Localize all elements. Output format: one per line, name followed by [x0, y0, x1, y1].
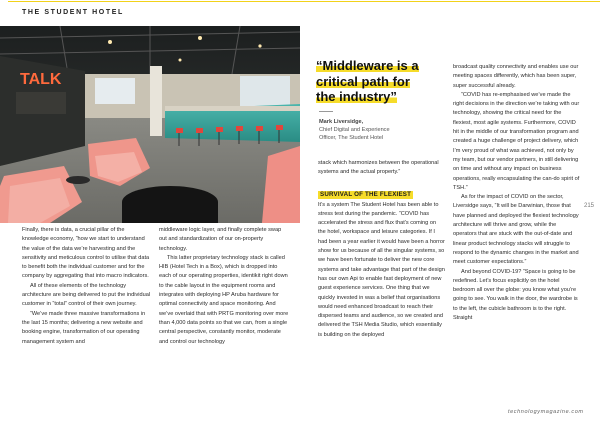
paragraph: “We’ve made three massive transformations in the last 15 months; delivering a new website and booking engine, transformation of our operating management system and	[22, 310, 146, 345]
attribution-title: Officer, The Student Hotel	[319, 135, 384, 141]
page-number: 215	[584, 203, 595, 209]
paragraph: This latter proprietary technology stack is called HIB (Hotel Tech in a Box), which is dropped into each of our operating properties, identikit right down to the cable layout in the equipment rooms and integrates with deploying HP Aruba hardware for optimal connectivity and space monitoring. And we’ve overlaid that with PRTG monitoring over more than 4,000 data points so that we can, from a single central perspective, constantly monitor, moderate and control our technology	[159, 254, 289, 345]
page-header	[0, 0, 600, 22]
attribution-title: Chief Digital and Experience	[319, 127, 390, 133]
quote-attribution	[319, 118, 439, 142]
body-column-1	[22, 226, 152, 347]
header-rule	[8, 1, 600, 2]
paragraph: It’s a system The Student Hotel has been able to stress test during the pandemic. “COVID has accelerated the stress and flux that’s coming on the hotel, workspace and leisure categories. If I had been a year earlier it would have been a horror show for us because of all the singular systems, so we have been fortunate to deliver the new core systems and take advantage that part of the design has our own Api to enable fast deployment of new guest experience services. One thing that we quickly invested in was a belief that organisations would need enhanced broadcast to reach their dispersed teams and audience, so we created and delivered the TSH Media Studio, which essentially is building on the deployed	[318, 201, 445, 338]
footer-url: technologymagazine.com	[508, 409, 584, 415]
body-column-2	[159, 226, 289, 347]
subhead-wrapper	[318, 191, 445, 201]
publication-section-title: THE STUDENT HOTEL	[22, 9, 124, 16]
pull-quote-line: the industry”	[316, 89, 397, 104]
paragraph: broadcast quality connectivity and enables use our meeting spaces differently, which has been super, super successful already.	[453, 64, 579, 89]
pull-quote	[316, 58, 444, 105]
paragraph: “COVID has re-emphasised we’ve made the right decisions in the direction we’re taking with our technology, showing the critical need for the flexiest, most agile systems. Furthermore, COVID hit in the middle of our transformation program and created a huge challenge of project delivery, which I’m very proud of what was achieved, not only by my team, but our vendor partners, in still delivering on time and without any impact on business operations, really encapsulating the can-do spirit of TSH.”	[453, 91, 580, 191]
pull-quote-line: “Middleware is a	[316, 58, 419, 73]
paragraph: As for the impact of COVID on the sector, Liversidge says, “It will be Darwinian, those that have planned and deployed the flexiest technology architecture will thrive and grow, while the operators that are stuck with the out-of-date and linear product technology stacks will struggle to respond to the dynamic changes in the market and meet customer expectations.”	[453, 194, 579, 266]
neon-sign: TALK	[20, 71, 62, 88]
quote-divider	[319, 111, 333, 112]
paragraph: middleware logic layer, and finally complete swap out and standardization of our on-property technology.	[159, 227, 282, 252]
hotel-lounge-photo	[0, 26, 300, 223]
section-subhead: SURVIVAL OF THE FLEXIEST	[320, 190, 412, 198]
paragraph: All of these elements of the technology architecture are being delivered to put the individual customer in “total” control of their own journey.	[22, 282, 151, 308]
paragraph: And beyond COVID-19? “Space is going to be redefined. Let’s focus explicitly on the hotel bedroom all over the globe: you know what you’re going to see. You walk in the door, the wardrobe is to the left, the cubicle bathroom is to the right. Straight	[453, 268, 578, 322]
paragraph: stack which harmonizes between the operational systems and the actual property.”	[318, 160, 439, 176]
paragraph: Finally, there is data, a crucial pillar of the knowledge economy, “how we start to understand the value of the data we’re harvesting and the sensitivity and meticulous control to utilise that data to benefit both the individual customer and for the company by aggregating that into macro indicators.	[22, 227, 150, 280]
pull-quote-line: critical path for	[316, 73, 410, 89]
body-column-3	[318, 159, 445, 340]
body-column-4	[453, 63, 580, 323]
attribution-name: Mark Liversidge,	[319, 119, 364, 125]
